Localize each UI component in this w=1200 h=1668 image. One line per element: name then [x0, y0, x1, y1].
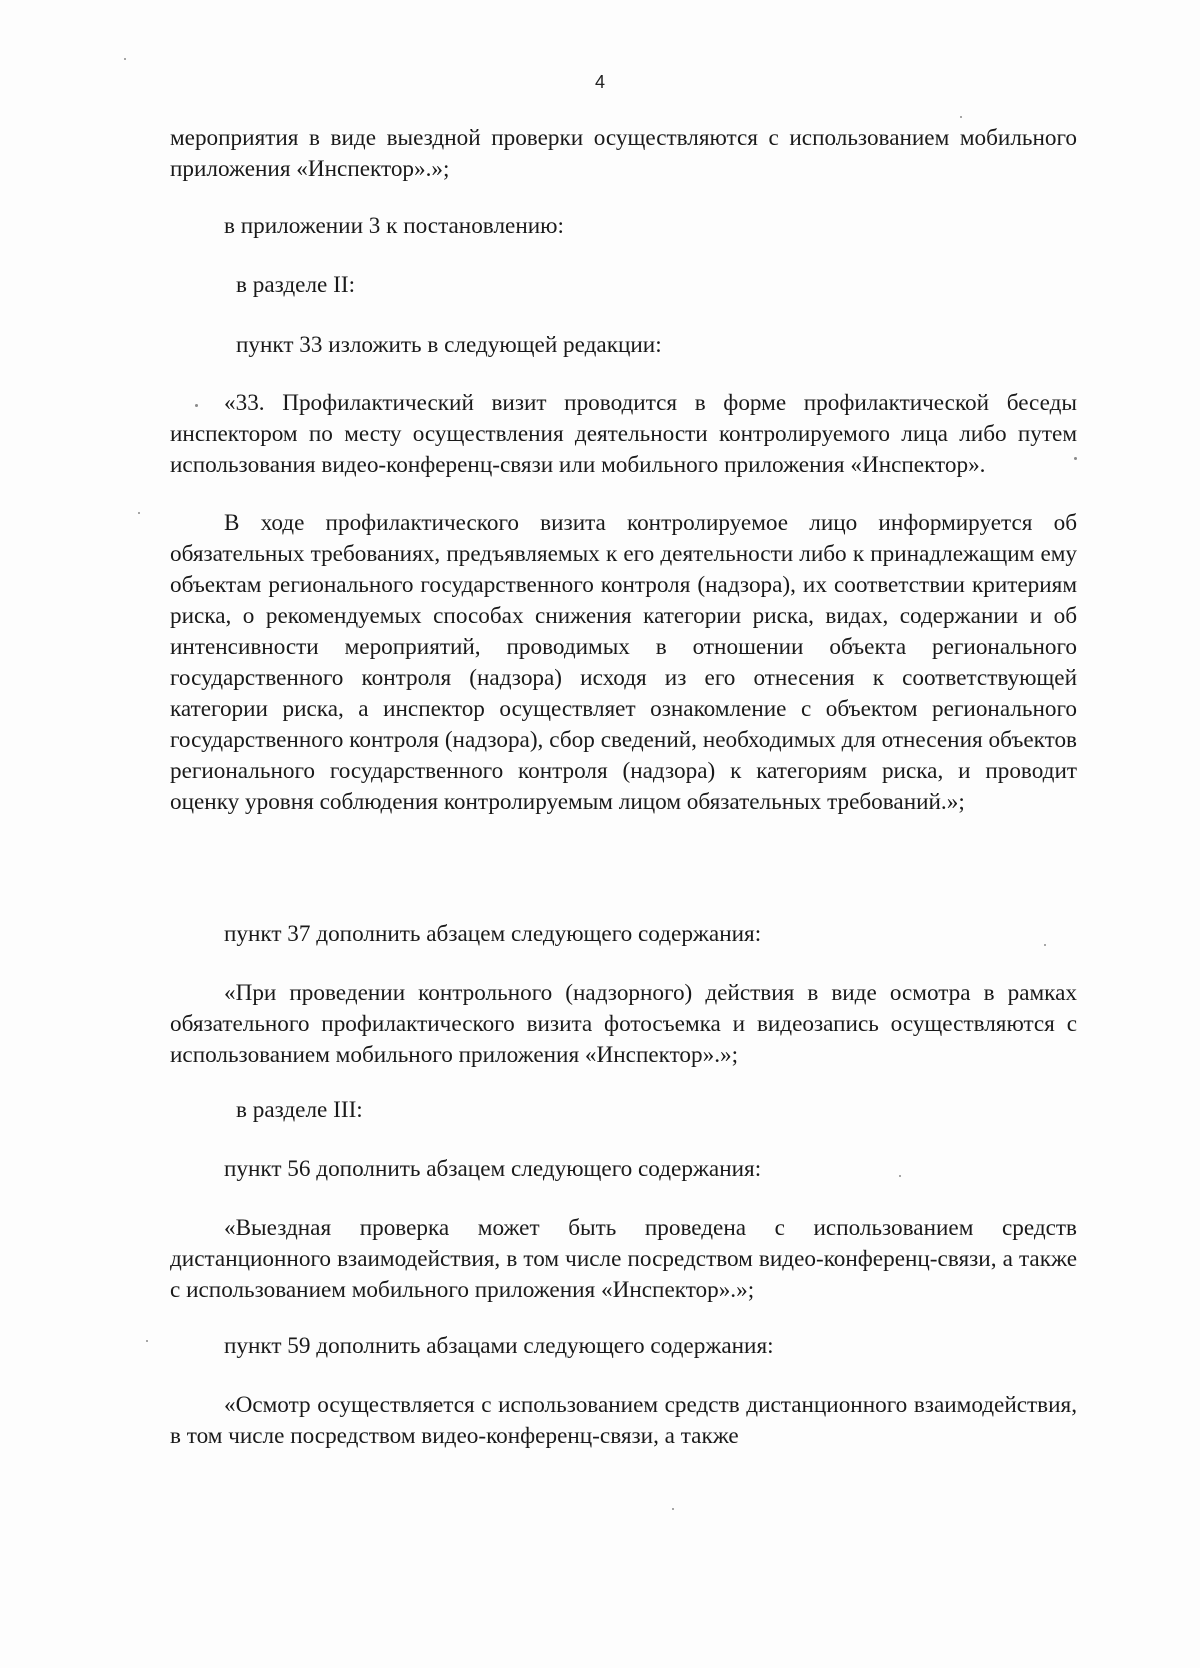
paragraph-item-37: пункт 37 дополнить абзацем следующего содержания:: [224, 921, 762, 947]
paragraph-item-56-text: «Выездная проверка может быть проведена с использованием средств дистанционного взаимодействия, в том числе посредством видео-конференц-связи, а также с использованием мобильного приложения «Инспектор».»;: [170, 1215, 1077, 1303]
paragraph-item-59: пункт 59 дополнить абзацами следующего содержания:: [224, 1333, 774, 1359]
paragraph-item-33: пункт 33 изложить в следующей редакции:: [236, 332, 662, 358]
paragraph-preventive-visit: В ходе профилактического визита контролируемое лицо информируется об обязательных требованиях, предъявляемых к его деятельности либо к принадлежащим ему объектам регионального государственного контроля (надзора), их соответствии критериям риска, о рекомендуемых способах снижения категории риска, видах, содержании и об интенсивности мероприятий, проводимых в отношении объекта регионального государственного контроля (надзора) исходя из его отнесения к соответствующей категории риска, а инспектор осуществляет ознакомление с объектом регионального государственного контроля (надзора), сбор сведений, необходимых для отнесения объектов регионального государственного контроля (надзора) к категориям риска, и проводит оценку уровня соблюдения контролируемым лицом обязательных требований.»;: [170, 510, 1077, 815]
scan-speck: [1074, 457, 1077, 460]
paragraph-continuation: мероприятия в виде выездной проверки осуществляются с использованием мобильного приложения «Инспектор».»;: [170, 125, 1077, 182]
paragraph-item-56: пункт 56 дополнить абзацем следующего содержания:: [224, 1156, 762, 1182]
paragraph-section-2: в разделе II:: [236, 272, 356, 298]
paragraph-appendix-3: в приложении 3 к постановлению:: [224, 213, 564, 239]
scan-speck: [195, 404, 198, 407]
scan-speck: [124, 58, 126, 60]
scan-speck: [1044, 944, 1046, 946]
scan-speck: [672, 1508, 674, 1510]
paragraph-section-3: в разделе III:: [236, 1097, 363, 1123]
scan-speck: [138, 512, 140, 514]
scan-speck: [960, 116, 962, 118]
scan-speck: [899, 1175, 901, 1177]
page-number: 4: [594, 72, 605, 92]
paragraph-item-33-text: «33. Профилактический визит проводится в форме профилактической беседы инспектором по месту осуществления деятельности контролируемого лица либо путем использования видео-конференц-связи или мобильного приложения «Инспектор».: [170, 390, 1077, 478]
paragraph-item-59-text: «Осмотр осуществляется с использованием средств дистанционного взаимодействия, в том числе посредством видео-конференц-связи, а также: [170, 1392, 1077, 1449]
scan-speck: [146, 1340, 148, 1342]
paragraph-item-37-text: «При проведении контрольного (надзорного) действия в виде осмотра в рамках обязательного профилактического визита фотосъемка и видеозапись осуществляются с использованием мобильного приложения «Инспектор».»;: [170, 980, 1077, 1068]
